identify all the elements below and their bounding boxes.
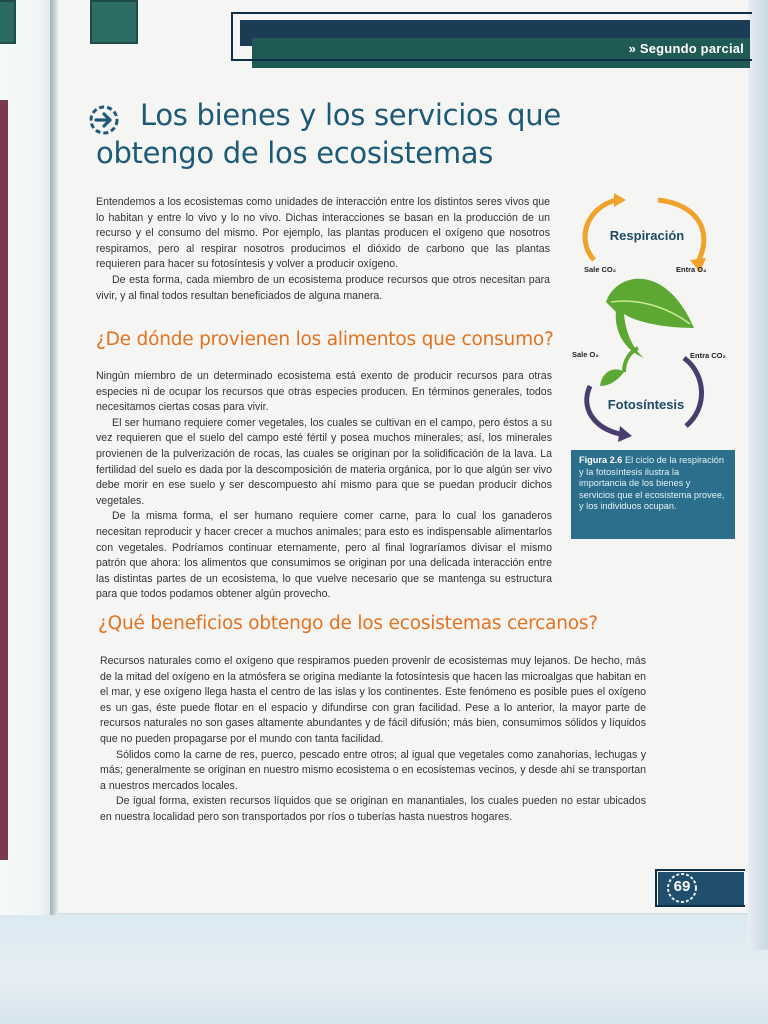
body-paragraph: Sólidos como la carne de res, puerco, pescado entre otros; al igual que vegetales como zanahorias, lechugas y más; generalmente se originan en nuestro mismo ecosistema o en ecosistemas vecinos, y desde ahí se transportan a nuestros mercados locales.: [100, 748, 646, 792]
body-paragraph: Ningún miembro de un determinado ecosistema está exento de producir recursos para otras especies ni de ocupar los recursos que otras especies producen. En términos generales, todos necesitamos ciertas cosas para vivir.: [96, 370, 552, 414]
body-paragraph: El ser humano requiere comer vegetales, los cuales se cultivan en el campo, pero éstos a su vez requieren que el suelo del campo esté fértil y posea muchos minerales; así, los minerales provienen de la pulverización de rocas, las cuales se originan por la solidificación de la lava. La fertilidad del suelo es dada por la descomposición de materia orgánica, por lo que algún ser vivo debe morir en ese suelo y ser descompuesto ahí mismo para que se puedan producir dichos vegetales.: [96, 416, 552, 507]
caption-text: El ciclo de la respiración y la fotosíntesis ilustra la importancia de los bienes y servicios que el ecosistema provee, y los individuos ocupan.: [579, 455, 725, 512]
entra-co2-label: Entra CO₂: [690, 351, 726, 360]
figure-caption: [571, 450, 735, 539]
section-heading-beneficios: ¿Qué beneficios obtengo de los ecosistemas cercanos?: [98, 613, 598, 634]
caption-label: Figura 2.6: [579, 455, 623, 465]
section-alimentos-text: [96, 369, 552, 603]
right-page-edge: [748, 0, 768, 950]
left-page-edge: [0, 0, 54, 915]
scanner-background: [0, 905, 768, 1024]
book-spine: [50, 0, 58, 915]
left-page-stripe: [0, 100, 8, 860]
entra-o2-label: Entra O₂: [676, 265, 707, 274]
intro-paragraph: De esta forma, cada miembro de un ecosistema produce recursos que otros necesitan para vivir, y al final todos resultan beneficiados de alguna manera.: [96, 273, 550, 302]
body-paragraph: Recursos naturales como el oxígeno que respiramos pueden provenir de ecosistemas muy lejanos. De hecho, más de la mitad del oxígeno en la atmósfera se origina mediante la fotosíntesis que hacen las microalgas que habitan en el mar, y ese oxígeno llega hasta el centro de las islas y los continentes. Este fenómeno es posible pues el oxígeno es un gas, éste puede flotar en el espacio y difundirse con gran facilidad. Pese a lo anterior, la mayor parte de recursos naturales no son gases altamente abundantes y de fácil difusión; más bien, consumimos sólidos y líquidos que no pueden propagarse por el mundo con tanta facilidad.: [100, 655, 646, 745]
section-beneficios-text: [100, 654, 646, 826]
respiration-arrowhead-left: [614, 193, 626, 207]
body-paragraph: De la misma forma, el ser humano requiere comer carne, para lo cual los ganaderos necesitan reproducir y hacer crecer a muchos animales; para esto es indispensable alimentarlos con vegetales. Podríamos continuar eternamente, pero al final lograríamos divisar el mismo patrón que ahora: los alimentos que consumimos se originan por una delicada interacción entre las distintas partes de un ecosistema, lo que vuelve necesario que se mantenga su estructura para que todos podamos obtener algún provecho.: [96, 510, 552, 601]
respiration-label: Respiración: [609, 228, 685, 243]
page-title: Los bienes y los servicios que obtengo de los ecosistemas: [96, 98, 561, 170]
photosynthesis-label: Fotosíntesis: [607, 397, 685, 412]
photosynthesis-arrowhead-left: [618, 426, 632, 442]
intro-paragraph: Entendemos a los ecosistemas como unidades de interacción entre los distintos seres vivos que lo habitan y entre lo vivo y lo no vivo. Dichas interacciones se basan en la producción de un recurso y el consumo del mismo. Por ejemplo, las plantas producen el oxígeno que nosotros respiramos, pero al respirar nosotros producimos el dióxido de carbono que las plantas requieren para hacer su fotosíntesis y volver a producir oxígeno.: [96, 196, 550, 271]
section-label: » Segundo parcial: [628, 41, 744, 56]
top-tab-marker: [90, 0, 138, 44]
page-number: 69: [673, 878, 691, 895]
intro-text: [96, 195, 550, 304]
left-page-tab: [0, 0, 16, 44]
sale-co2-label: Sale CO₂: [584, 265, 617, 274]
sale-o2-label: Sale O₂: [572, 350, 599, 359]
section-heading-alimentos: ¿De dónde provienen los alimentos que consumo?: [96, 329, 554, 350]
leaf-small-icon: [600, 369, 624, 386]
body-paragraph: De igual forma, existen recursos líquidos que se originan en manantiales, los cuales pueden no estar ubicados en nuestra localidad pero son transportados por ríos o tuberías hasta nuestros hogares.: [100, 795, 646, 823]
photosynthesis-arrow-right: [684, 358, 702, 426]
cycle-diagram: [566, 190, 736, 450]
